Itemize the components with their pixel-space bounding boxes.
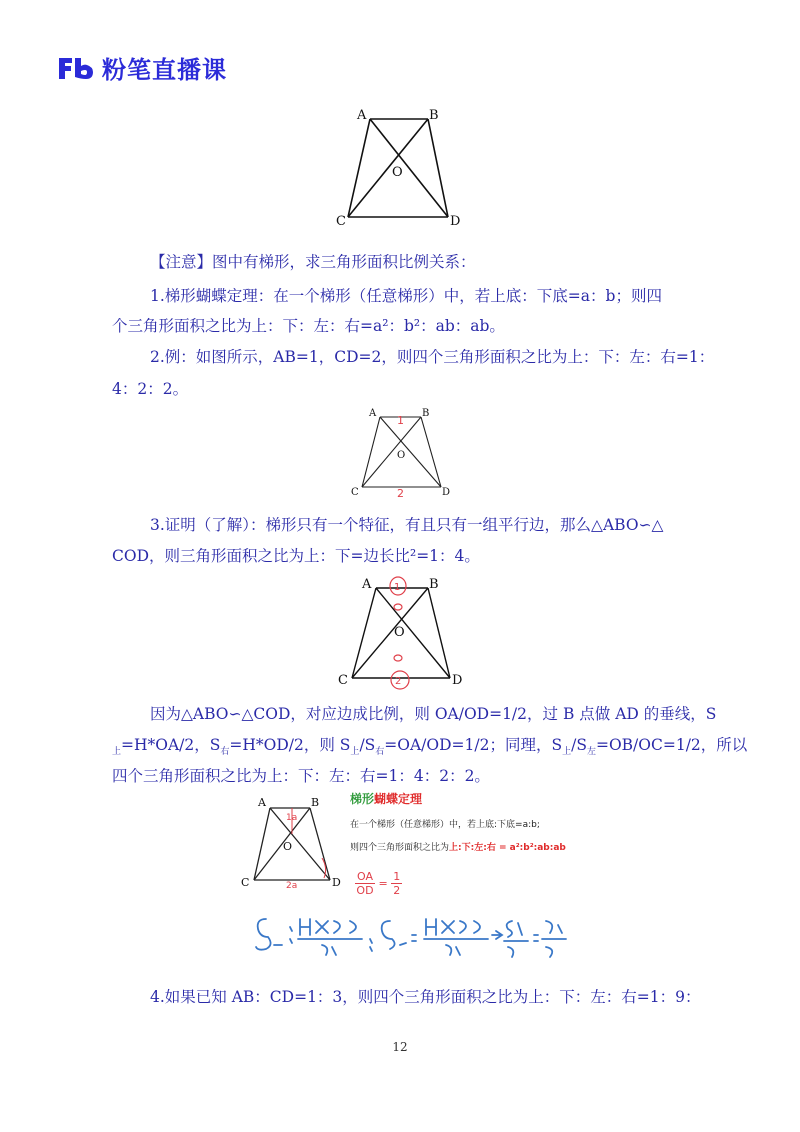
- item2-line2: 4：2：2。: [112, 380, 189, 398]
- label-d: D: [450, 214, 461, 229]
- label-o: O: [394, 625, 405, 640]
- label-b: B: [429, 108, 439, 123]
- trapezoid-figure-2: [345, 403, 465, 503]
- label-o: O: [397, 450, 406, 461]
- proof-line1: 因为△ABO∽△COD，对应边成比例，则 OA/OD=1/2，过 B 点做 AD 的垂线，S: [150, 705, 717, 723]
- annotation-top: 1: [397, 414, 404, 427]
- page-number: 12: [392, 1040, 408, 1054]
- brand-name: 粉笔直播课: [102, 56, 227, 84]
- trapezoid-figure-3: [330, 572, 470, 694]
- annotation-bottom: 2: [395, 676, 402, 687]
- label-d: D: [442, 487, 451, 498]
- note-heading: 【注意】图中有梯形，求三角形面积比例关系：: [150, 253, 476, 271]
- item1-line2: 个三角形面积之比为上：下：左：右=a²：b²：ab：ab。: [112, 317, 505, 335]
- annotation-top: 1a: [286, 813, 298, 823]
- label-d: D: [452, 673, 463, 688]
- label-b: B: [422, 408, 430, 419]
- label-c: C: [338, 673, 348, 688]
- brand-logo: [56, 50, 227, 85]
- label-a: A: [258, 796, 266, 809]
- label-c: C: [336, 214, 346, 229]
- fb-logo-icon: [56, 54, 96, 82]
- label-c: C: [241, 876, 250, 889]
- note-line-2: 则四个三角形面积之比为上:下:左:右 = a²:b²:ab:ab: [350, 843, 566, 853]
- handwritten-formula: [250, 905, 580, 977]
- item2-line1: 2.例：如图所示，AB=1，CD=2，则四个三角形面积之比为上：下：左：右=1：: [150, 348, 715, 366]
- annotation-bottom: 2a: [286, 881, 298, 891]
- annotation-top: 1: [394, 582, 401, 593]
- proof-line2: $_上$=H*OA/2，$S_右=H*OD/2$，则 $S_上/S_右=OA/OD=1/2$；同理，$S_上/S_左=OB/OC=1/2$，所以: [112, 736, 748, 758]
- label-c: C: [351, 487, 359, 498]
- handwritten-ratio: $\frac{OA}{OD}$ = $\frac{1}{2}$: [356, 870, 401, 897]
- label-o: O: [392, 165, 403, 180]
- label-a: A: [357, 108, 367, 123]
- butterfly-theorem-note: [350, 790, 590, 853]
- item3-line2: COD，则三角形面积之比为上：下=边长比²=1：4。: [112, 547, 480, 565]
- label-b: B: [311, 796, 320, 809]
- trapezoid-figure-4: [236, 794, 356, 894]
- trapezoid-figure-1: [330, 105, 470, 230]
- proof-line3: 四个三角形面积之比为上：下：左：右=1：4：2：2。: [112, 767, 490, 785]
- label-a: A: [369, 408, 377, 419]
- note-line-1: 在一个梯形（任意梯形）中，若上底:下底=a:b;: [350, 820, 540, 830]
- label-o: O: [283, 840, 293, 853]
- item3-line1: 3.证明（了解）：梯形只有一个特征，有且只有一组平行边，那么△ABO∽△: [150, 516, 664, 534]
- note-title: 梯形蝴蝶定理: [350, 792, 423, 806]
- label-d: D: [332, 876, 341, 889]
- item1-line1: 1.梯形蝴蝶定理：在一个梯形（任意梯形）中，若上底：下底=a：b；则四: [150, 287, 662, 305]
- item4-line1: 4.如果已知 AB：CD=1：3，则四个三角形面积之比为上：下：左：右=1：9：: [150, 988, 701, 1006]
- label-a: A: [362, 577, 372, 592]
- annotation-bottom: 2: [397, 487, 404, 500]
- label-b: B: [429, 577, 439, 592]
